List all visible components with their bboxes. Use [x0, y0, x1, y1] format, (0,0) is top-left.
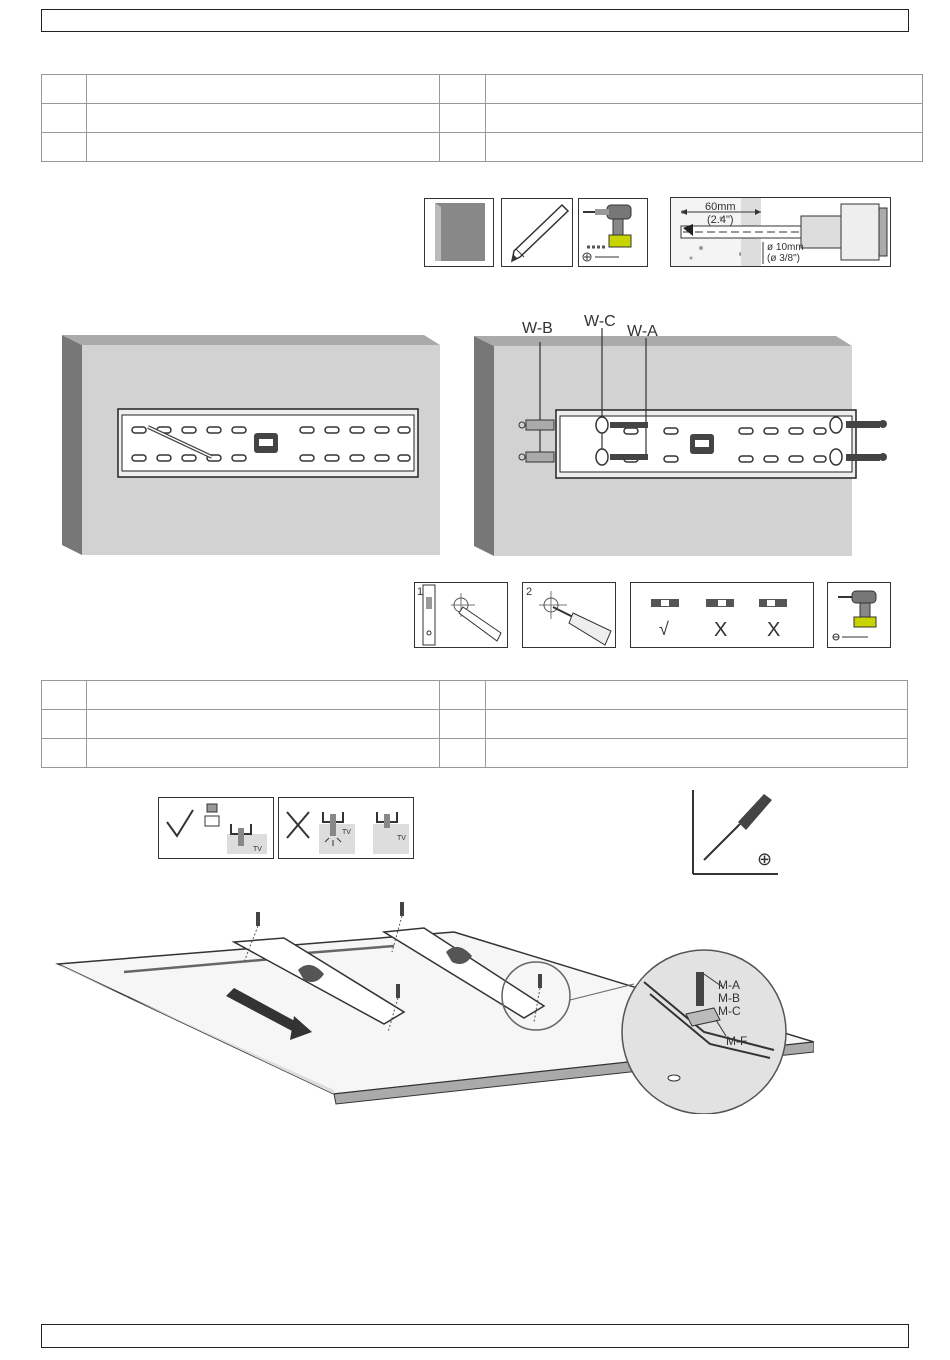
drill-anchor-icon: [828, 583, 890, 647]
drill-icon-box: [578, 198, 648, 267]
wall-icon-box: [424, 198, 494, 267]
screw-correct-icon: [159, 798, 273, 858]
table-row: [42, 75, 923, 104]
tv-mark-1: TV: [253, 846, 262, 853]
wall-anchor-drawing: [474, 310, 894, 560]
step-1-number: 1: [417, 586, 424, 598]
level-check-icons: [631, 583, 813, 647]
table-row: [42, 133, 923, 162]
drill-depth-mm: 60mm: [705, 201, 736, 213]
level-check-box: [630, 582, 814, 648]
footer-frame: [41, 1324, 909, 1348]
table-row: [42, 104, 923, 133]
parts-table-top: [41, 74, 923, 162]
step-1-mark-box: [414, 582, 508, 648]
table-row: [42, 681, 908, 710]
screw-correct-box: [158, 797, 274, 859]
screwdriver-panel: [690, 788, 782, 878]
drill-depth-drawing: [671, 198, 890, 266]
drill-bit-mm: ø 10mm: [767, 242, 804, 253]
callout-w-c: W-C: [584, 313, 616, 330]
table-row: [42, 710, 908, 739]
step-2-drill-box: [522, 582, 616, 648]
tv-mark-2: TV: [342, 829, 351, 836]
callout-m-c: M-C: [718, 1004, 741, 1018]
screw-wrong-icon: [279, 798, 413, 858]
screw-wrong-box: [278, 797, 414, 859]
header-frame: [41, 9, 909, 32]
level-ok-mark: √: [659, 619, 669, 639]
drill-hole-icon: [523, 583, 615, 647]
pencil-icon: [502, 199, 572, 266]
callout-m-f: M-F: [726, 1034, 748, 1048]
pencil-icon-box: [501, 198, 573, 267]
drill-depth-diagram: [670, 197, 891, 267]
drill-bit-in: (ø 3/8"): [767, 253, 800, 264]
tv-bracket-drawing: [54, 892, 814, 1114]
callout-w-b: W-B: [522, 320, 553, 337]
tv-mark-3: TV: [397, 835, 406, 842]
phillips-icon: ⊕: [757, 849, 773, 869]
level-bad-mark-1: X: [714, 619, 728, 641]
drill-anchor-box: [827, 582, 891, 648]
step-2-number: 2: [526, 586, 533, 598]
level-bad-mark-2: X: [767, 619, 781, 641]
drill-icon: [579, 199, 647, 266]
wall-mark-drawing: [62, 335, 444, 557]
table-row: [42, 739, 908, 768]
callout-m-a: M-A: [718, 978, 740, 992]
callout-w-a: W-A: [627, 323, 658, 340]
callout-m-b: M-B: [718, 991, 740, 1005]
wall-icon: [425, 199, 493, 266]
pencil-mark-icon: [415, 583, 507, 647]
drill-depth-in: (2.4"): [707, 214, 734, 226]
parts-table-bottom: [41, 680, 908, 768]
